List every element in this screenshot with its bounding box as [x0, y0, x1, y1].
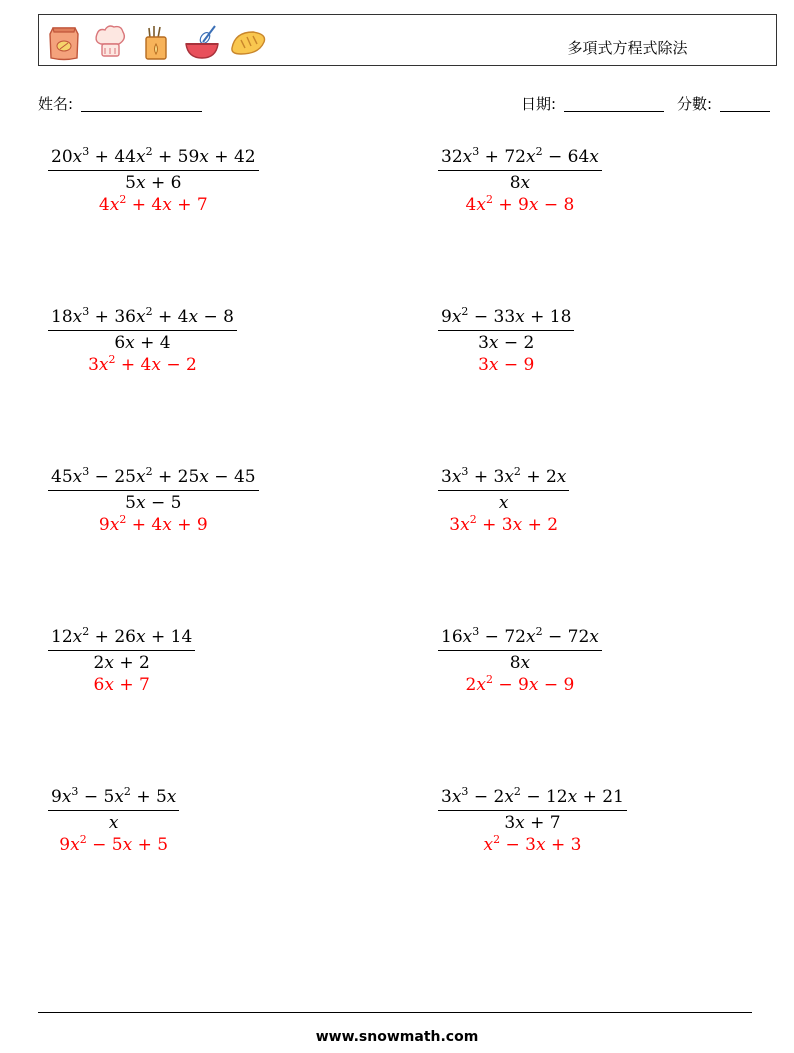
problem-item	[48, 147, 259, 215]
name-blank[interactable]	[81, 97, 202, 112]
denominator: x	[498, 493, 509, 513]
date-field[interactable]	[521, 93, 664, 114]
problem-item	[48, 307, 237, 375]
fraction	[438, 627, 602, 695]
fraction	[438, 787, 627, 855]
problem-item	[438, 147, 602, 215]
fraction	[48, 627, 195, 695]
fraction	[48, 147, 259, 215]
answer: 3x − 9	[478, 355, 535, 375]
numerator: $3x^3 - 2x^2 - 12x + 21$	[438, 787, 627, 811]
answer: $3x^2 + 4x - 2$	[88, 353, 197, 375]
numerator: $3x^3 + 3x^2 + 2x$	[438, 467, 569, 491]
problem-item	[438, 627, 602, 695]
fraction	[48, 307, 237, 375]
score-label: 分數:	[677, 95, 713, 113]
numerator: $32x^3 + 72x^2 - 64x$	[438, 147, 602, 171]
answer: $x^2 - 3x + 3$	[483, 833, 582, 855]
fraction	[48, 467, 259, 535]
date-label: 日期:	[521, 95, 557, 113]
denominator: 3x + 7	[504, 813, 561, 833]
denominator: 3x − 2	[478, 333, 535, 353]
name-label: 姓名:	[38, 95, 74, 113]
problem-item	[438, 467, 569, 535]
answer: 6x + 7	[93, 675, 150, 695]
answer: $3x^2 + 3x + 2$	[449, 513, 559, 535]
problem-item	[48, 467, 259, 535]
problem-item	[48, 787, 179, 855]
fraction	[48, 787, 179, 855]
denominator: 5x + 6	[125, 173, 182, 193]
numerator: $20x^3 + 44x^2 + 59x + 42$	[48, 147, 259, 171]
numerator: $9x^2 - 33x + 18$	[438, 307, 574, 331]
name-field[interactable]	[38, 93, 202, 114]
fraction	[438, 467, 569, 535]
numerator: $18x^3 + 36x^2 + 4x - 8$	[48, 307, 237, 331]
numerator: $16x^3 - 72x^2 - 72x$	[438, 627, 602, 651]
worksheet-title: 多項式方程式除法	[567, 39, 688, 57]
answer: $2x^2 - 9x - 9$	[465, 673, 575, 695]
denominator: 8x	[509, 173, 531, 193]
score-blank[interactable]	[720, 97, 770, 112]
date-blank[interactable]	[564, 97, 664, 112]
denominator: 5x − 5	[125, 493, 182, 513]
answer: $4x^2 + 9x - 8$	[465, 193, 575, 215]
answer: $4x^2 + 4x + 7$	[98, 193, 208, 215]
denominator: 6x + 4	[114, 333, 171, 353]
footer-url: www.snowmath.com	[315, 1029, 479, 1045]
score-field[interactable]	[677, 93, 770, 114]
numerator: $45x^3 - 25x^2 + 25x - 45$	[48, 467, 259, 491]
answer: $9x^2 + 4x + 9$	[98, 513, 208, 535]
fraction	[438, 307, 574, 375]
problem-item	[438, 307, 574, 375]
worksheet-header	[38, 14, 777, 66]
numerator: $9x^3 - 5x^2 + 5x$	[48, 787, 179, 811]
denominator: 8x	[509, 653, 531, 673]
fraction	[438, 147, 602, 215]
denominator: x	[108, 813, 119, 833]
footer-divider	[38, 1012, 752, 1013]
answer: $9x^2 - 5x + 5$	[59, 833, 169, 855]
problem-item	[48, 627, 195, 695]
numerator: $12x^2 + 26x + 14$	[48, 627, 195, 651]
denominator: 2x + 2	[93, 653, 150, 673]
problem-item	[438, 787, 627, 855]
